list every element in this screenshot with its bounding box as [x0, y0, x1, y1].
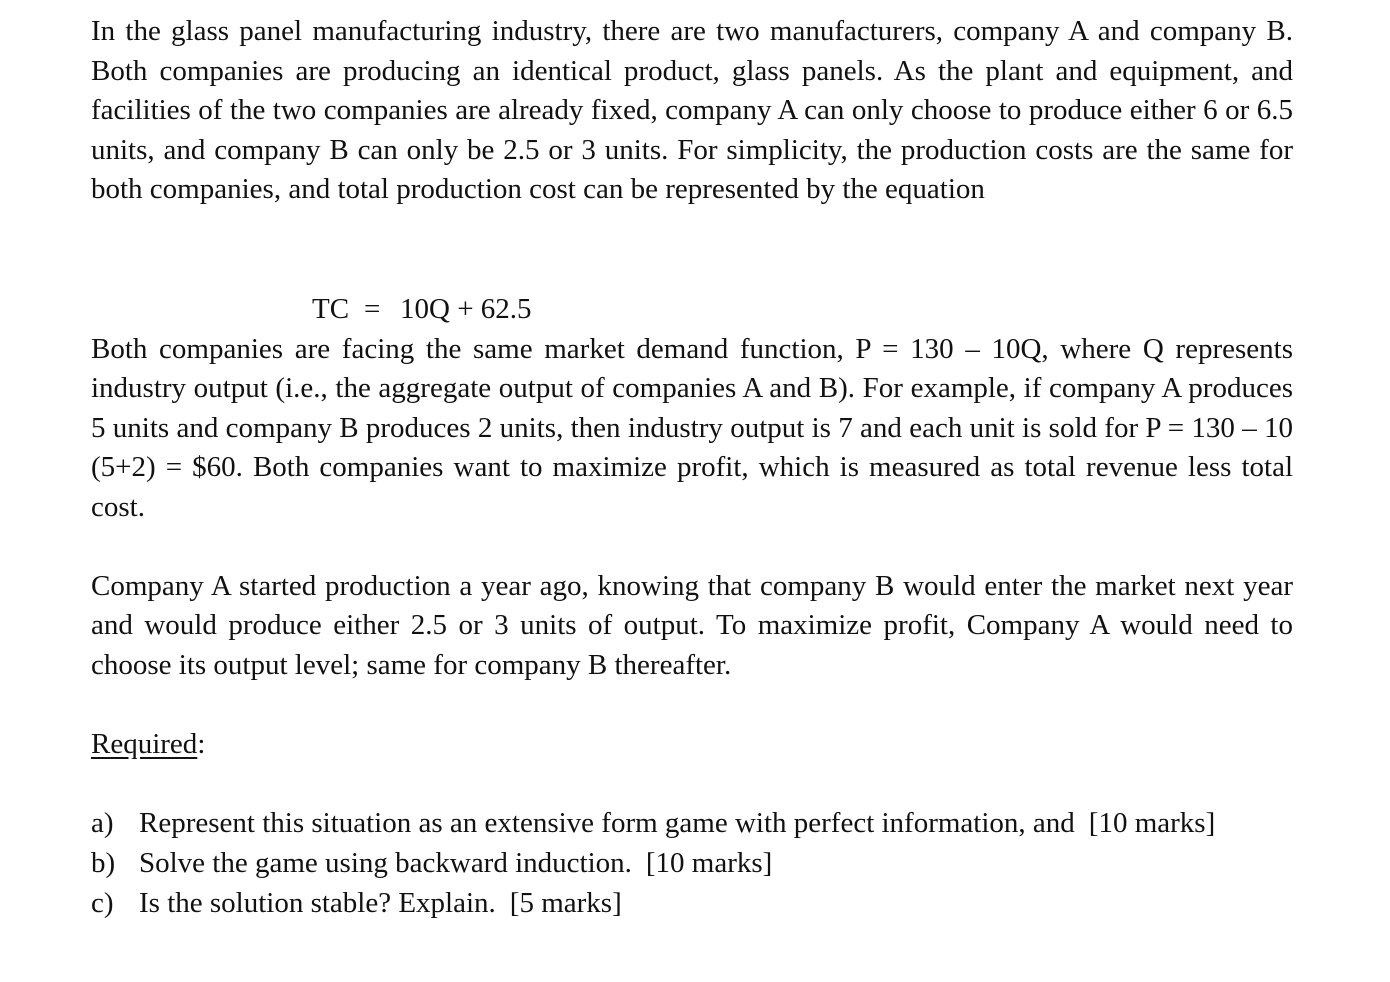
question-letter: c): [91, 886, 114, 919]
timing-paragraph: Company A started production a year ago, knowing that company B would enter the market next year and would produce either 2.5 or 3 units of output. To maximize profit, Company A would need to choose its output level; same for company B thereafter.: [91, 569, 1293, 681]
question-text: Represent this situation as an extensive form game with perfect information, and: [139, 806, 1075, 839]
equation-rhs: 10Q + 62.5: [400, 292, 532, 325]
question-marks: [5 marks]: [509, 886, 622, 919]
equation-lhs: TC: [312, 292, 350, 325]
document-page: [91, 12, 1293, 924]
question-letter: b): [91, 846, 116, 879]
question-marks: [10 marks]: [1088, 806, 1216, 839]
question-item-b: [91, 844, 1293, 884]
question-text: Solve the game using backward induction.: [139, 846, 632, 879]
demand-paragraph: Both companies are facing the same market demand function, P = 130 – 10Q, where Q represents industry output (i.e., the aggregate output of companies A and B). For example, if company A produces 5 units and company B produces 2 units, then industry output is 7 and each unit is sold for P = 130 – 10 (5+2) = $60. Both companies want to maximize profit, which is measured as total revenue less total cost.: [91, 332, 1293, 523]
question-letter: a): [91, 806, 114, 839]
question-text: Is the solution stable? Explain.: [139, 886, 496, 919]
required-label: Required: [91, 728, 198, 761]
total-cost-equation: [283, 250, 1293, 325]
required-heading: [91, 725, 1293, 765]
question-item-c: [91, 884, 1293, 924]
equation-operator: =: [364, 292, 381, 325]
question-item-a: [91, 804, 1293, 844]
question-list: [91, 804, 1293, 924]
required-colon: :: [197, 728, 206, 761]
question-marks: [10 marks]: [645, 846, 773, 879]
intro-paragraph: In the glass panel manufacturing industry, there are two manufacturers, company A and company B. Both companies are producing an identical product, glass panels. As the plant and equipment, and facilities of the two companies are already fixed, company A can only choose to produce either 6 or 6.5 units, and company B can only be 2.5 or 3 units. For simplicity, the production costs are the same for both companies, and total production cost can be represented by the equation: [91, 15, 1293, 206]
